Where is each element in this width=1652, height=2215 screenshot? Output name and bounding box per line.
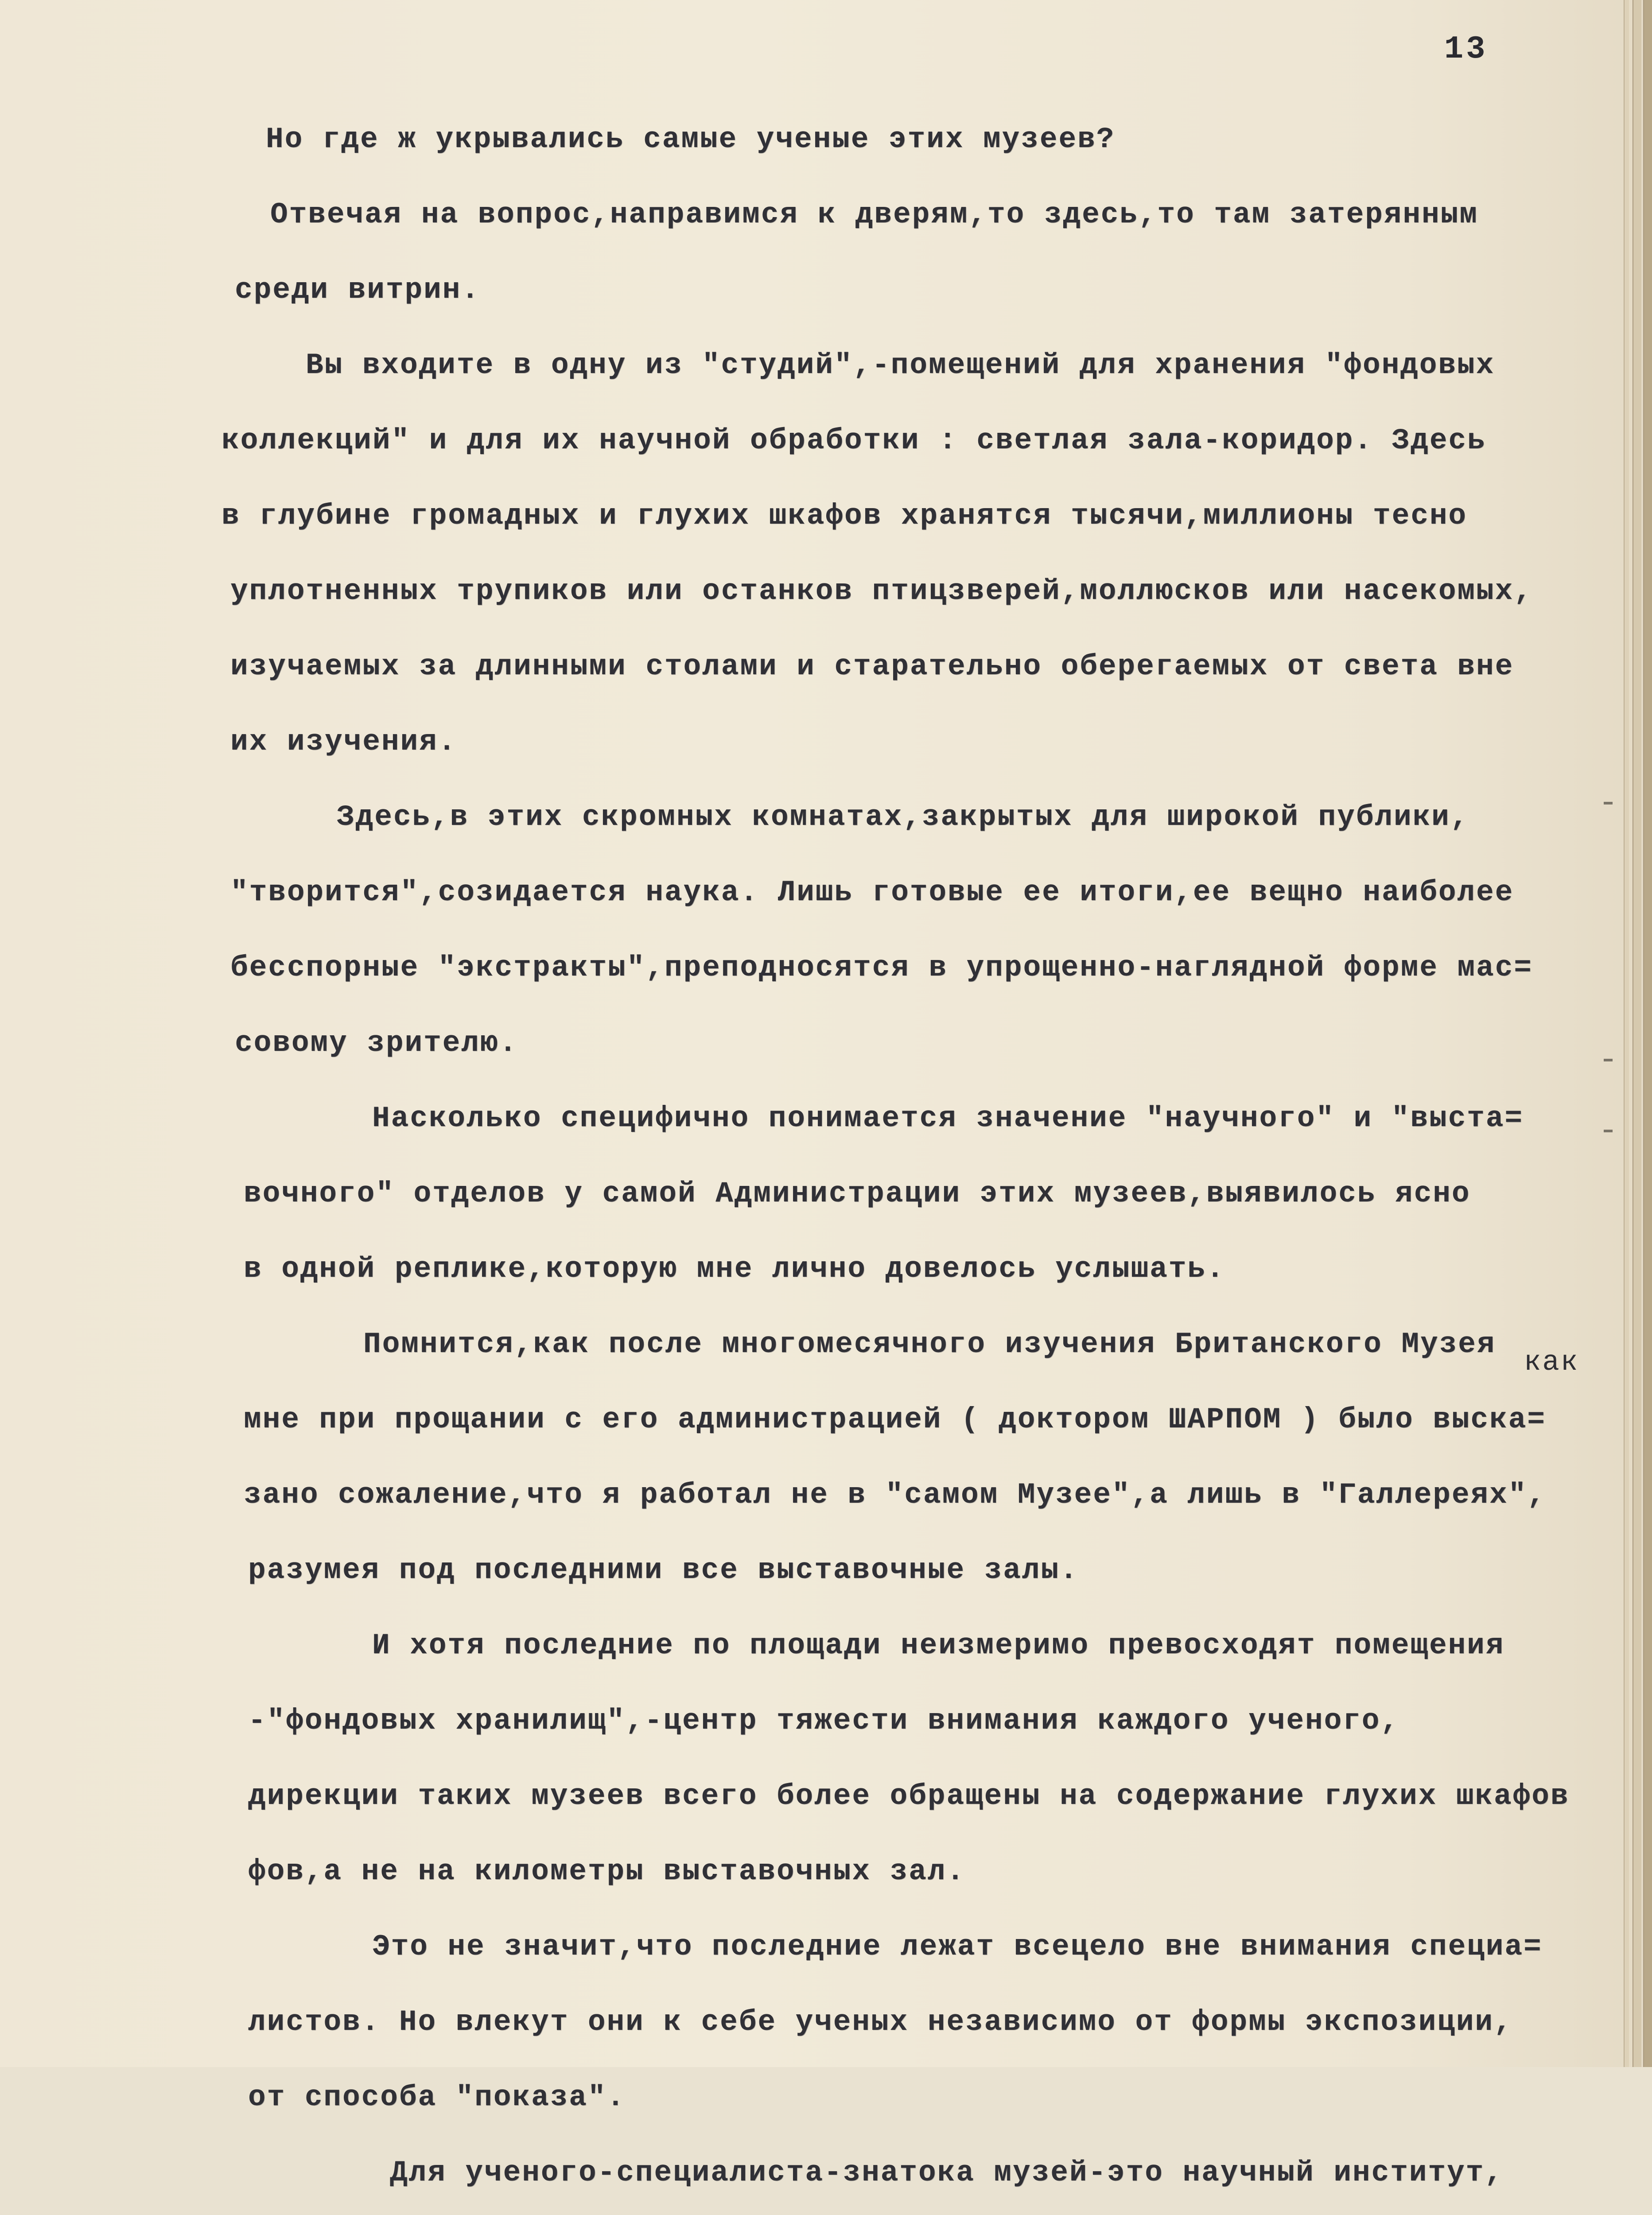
page-edge [1624, 0, 1629, 2067]
text-line: вочного" отделов у самой Администрации этих музеев,выявилось ясно [244, 1177, 1471, 1210]
handwritten-insertion: как [1524, 1347, 1579, 1379]
text-line: И хотя последние по площади неизмеримо превосходят помещения [372, 1629, 1505, 1662]
page-number: 13 [1444, 31, 1488, 67]
text-line: -"фондовых хранилищ",-центр тяжести внимания каждого ученого, [248, 1704, 1399, 1737]
text-line: Помнится,как после многомесячного изучения Британского Музея [363, 1328, 1496, 1361]
text-line: среди витрин. [235, 273, 480, 307]
text-line: Но где ж укрывались самые ученые этих музеев? [266, 123, 1116, 156]
text-line: коллекций" и для их научной обработки : светлая зала-коридор. Здесь [222, 424, 1486, 457]
text-line: Насколько специфично понимается значение "научного" и "выста= [372, 1102, 1524, 1135]
text-line: в одной реплике,которую мне лично довелось услышать. [244, 1252, 1225, 1286]
margin-mark [1604, 802, 1613, 804]
text-line: уплотненных трупиков или останков птицзверей,моллюсков или насекомых, [230, 575, 1533, 608]
text-line: в глубине громадных и глухих шкафов хранятся тысячи,миллионы тесно [222, 499, 1468, 532]
text-line: дирекции таких музеев всего более обращены на содержание глухих шкафов [248, 1780, 1570, 1813]
text-line: от способа "показа". [248, 2081, 626, 2114]
text-line: листов. Но влекут они к себе ученых независимо от формы экспозиции, [248, 2005, 1513, 2039]
typed-text-body [222, 102, 1590, 2215]
text-line: изучаемых за длинными столами и старательно оберегаемых от света вне [230, 650, 1514, 683]
page-edge [1633, 0, 1641, 2067]
text-line: фов,а не на километры выставочных зал. [248, 1855, 966, 1888]
text-line: их изучения. [230, 725, 457, 758]
text-line: Здесь,в этих скромных комнатах,закрытых для широкой публики, [337, 801, 1469, 834]
text-line: Отвечая на вопрос,направимся к дверям,то здесь,то там затерянным [270, 198, 1478, 231]
margin-mark [1604, 1130, 1613, 1132]
text-line: Для ученого-специалиста-знатока музей-это научный институт, [390, 2156, 1504, 2189]
page-edge [1643, 0, 1652, 2067]
text-line: мне при прощании с его администрацией ( доктором ШАРПОМ ) было выска= [244, 1403, 1546, 1436]
text-line: Вы входите в одну из "студий",-помещений для хранения "фондовых [306, 349, 1495, 382]
text-line [222, 2211, 1590, 2215]
text-line: разумея под последними все выставочные залы. [248, 1554, 1079, 1587]
margin-mark [1604, 1059, 1613, 1061]
text-line: "творится",созидается наука. Лишь готовые ее итоги,ее вещно наиболее [230, 876, 1514, 909]
text-line: совому зрителю. [235, 1026, 518, 1060]
text-line: Это не значит,что последние лежат всецело вне внимания специа= [372, 1930, 1543, 1963]
text-line: зано сожаление,что я работал не в "самом Музее",а лишь в "Галлереях", [244, 1478, 1546, 1512]
text-line: бесспорные "экстракты",преподносятся в упрощенно-наглядной форме мас= [230, 951, 1533, 984]
